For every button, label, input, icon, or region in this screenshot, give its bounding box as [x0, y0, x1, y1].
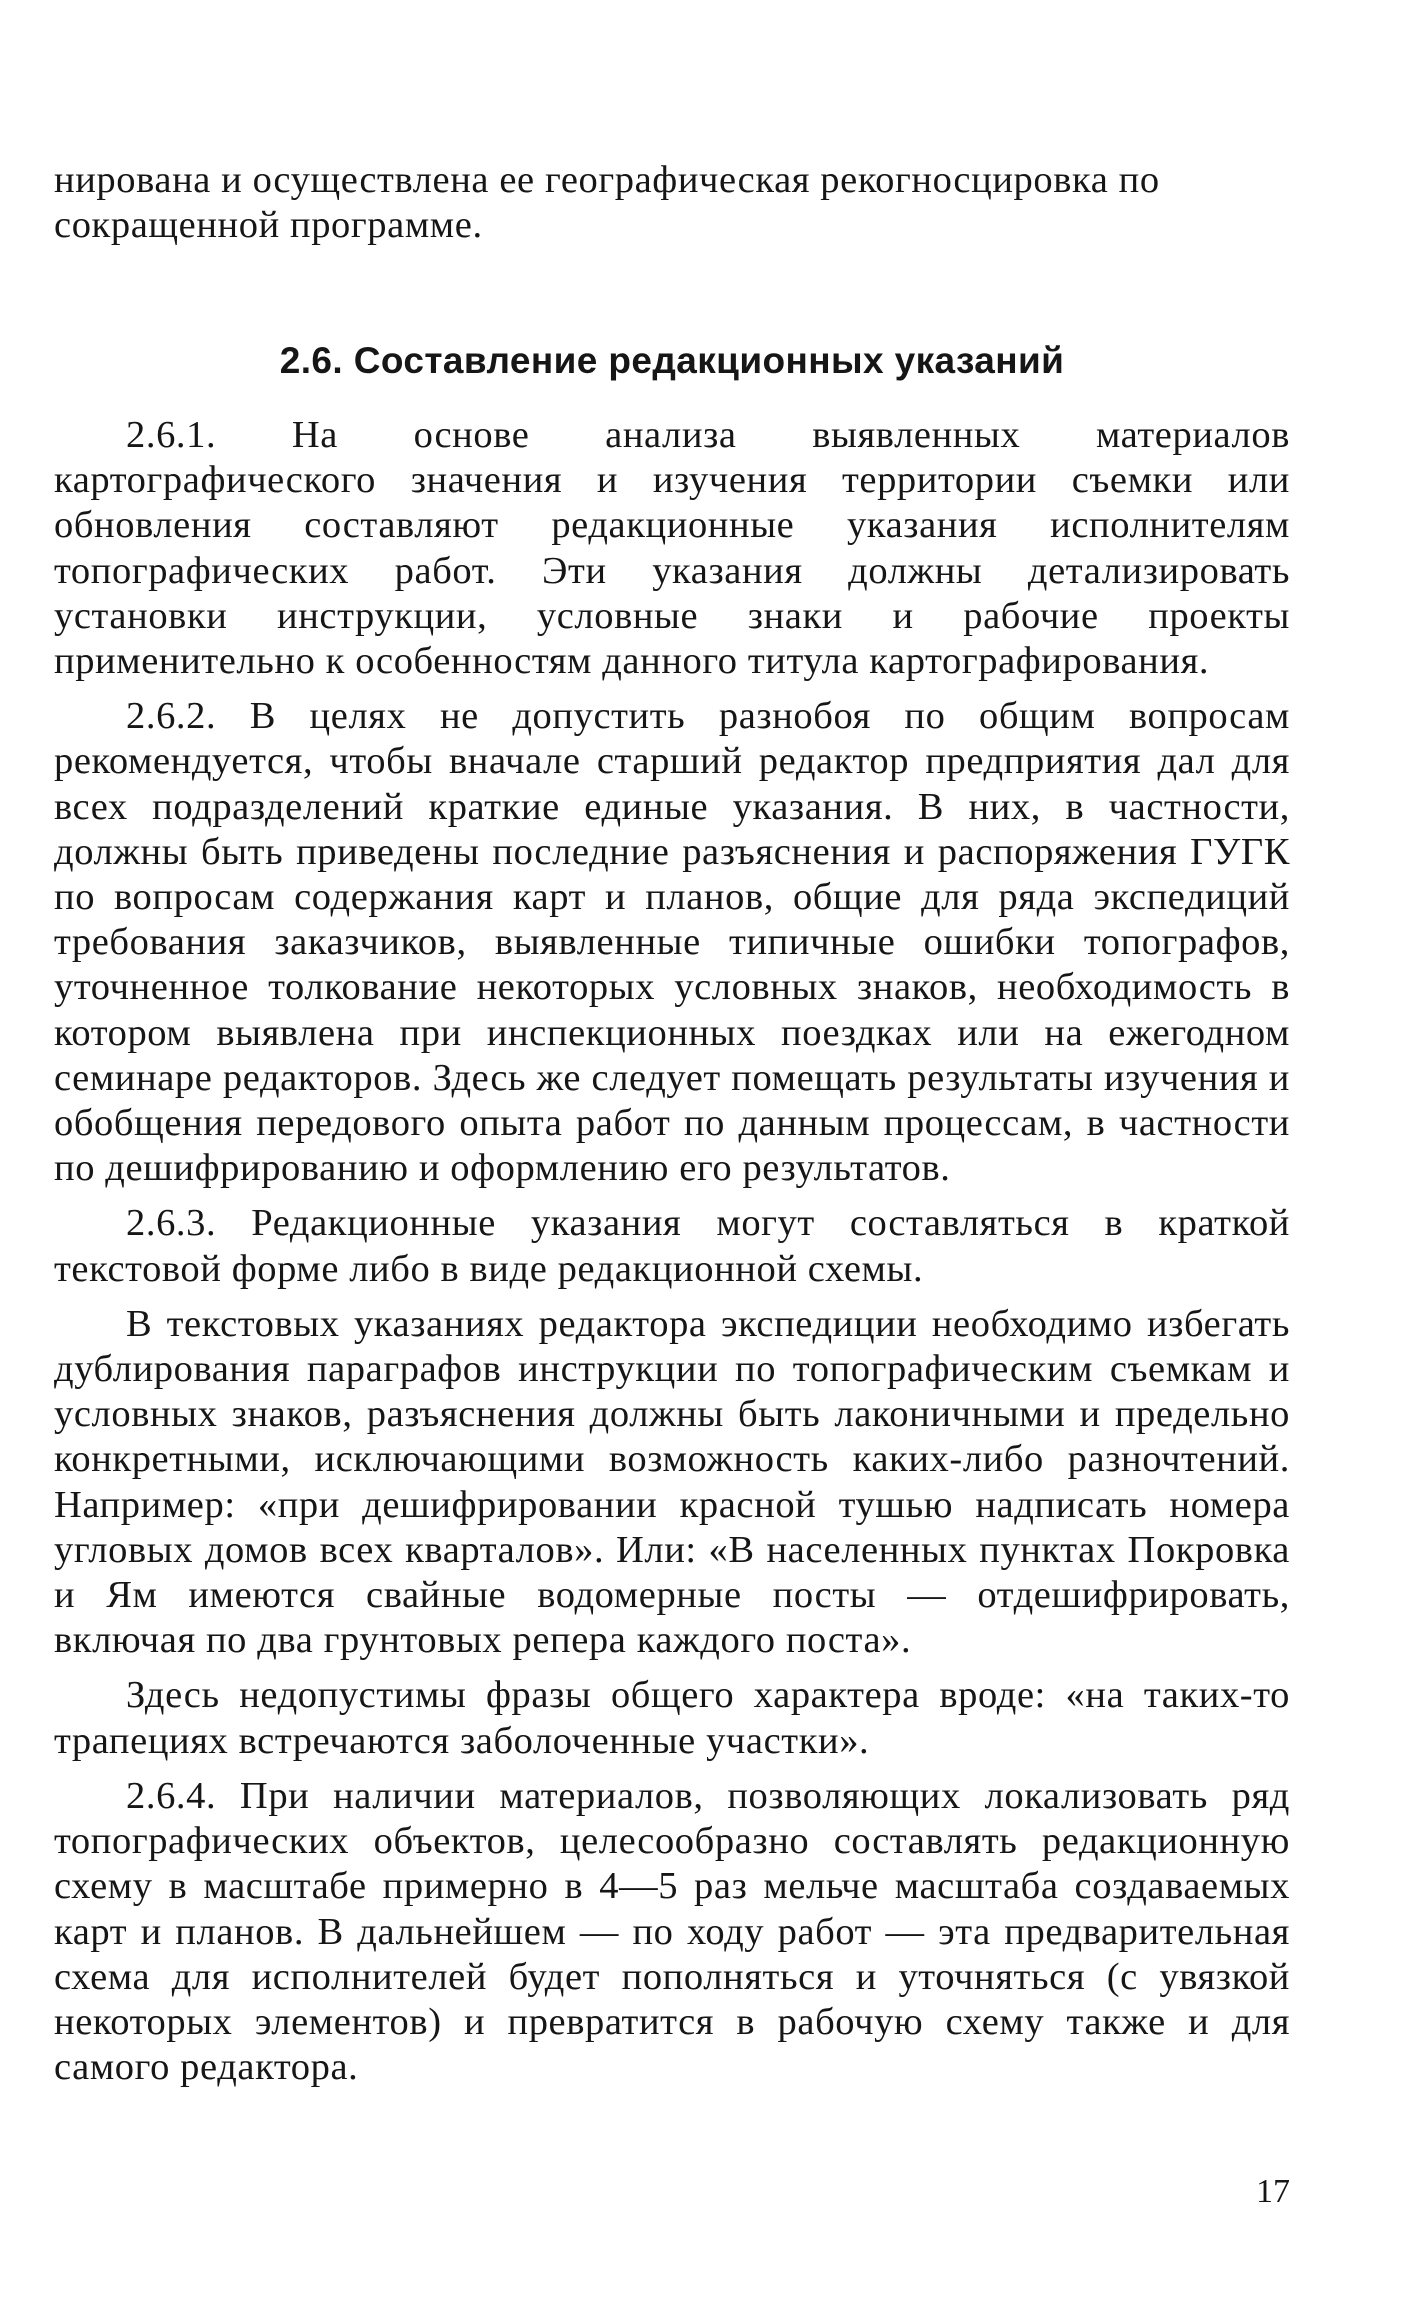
page-number: 17: [1256, 2173, 1290, 2210]
paragraph-2-6-4: 2.6.4. При наличии материалов, позволяющих локализовать ряд топографических объектов, целесообразно составлять редакционную схему в масштабе примерно в 4—5 раз мельче масштаба создаваемых карт и планов. В дальнейшем — по ходу работ — эта предварительная схема для исполнителей будет пополняться и уточняться (с увязкой некоторых элементов) и превратится в рабочую схему также и для самого редактора.: [54, 1774, 1290, 2089]
paragraph-2-6-1: 2.6.1. На основе анализа выявленных материалов картографического значения и изучения территории съемки или обновления составляют редакционные указания исполнителям топографических работ. Эти указания должны детализировать установки инструкции, условные знаки и рабочие проекты применительно к особенностям данного титула картографирования.: [54, 414, 1290, 683]
paragraph-general-phrases: Здесь недопустимы фразы общего характера вроде: «на таких-то трапециях встречаются заболоченные участки».: [54, 1674, 1290, 1762]
section-body: [54, 413, 1290, 2090]
section-heading: 2.6. Составление редакционных указаний: [279, 340, 1065, 381]
paragraph-2-6-2: 2.6.2. В целях не допустить разнобоя по общим вопросам рекомендуется, чтобы вначале старший редактор предприятия дал для всех подразделений краткие единые указания. В них, в частности, должны быть приведены последние разъяснения и распоряжения ГУГК по вопросам содержания карт и планов, общие для ряда экспедиций требования заказчиков, выявленные типичные ошибки топографов, уточненное толкование некоторых условных знаков, необходимость в котором выявлена при инспекционных поездках или на ежегодном семинаре редакторов. Здесь же следует помещать результаты изучения и обобщения передового опыта работ по данным процессам, в частности по дешифрированию и оформлению его результатов.: [54, 695, 1290, 1190]
paragraph-2-6-3: 2.6.3. Редакционные указания могут составляться в краткой текстовой форме либо в виде редакционной схемы.: [54, 1202, 1290, 1290]
paragraph-text-instructions: В текстовых указаниях редактора экспедиции необходимо избегать дублирования параграфов инструкции по топографическим съемкам и условных знаков, разъяснения должны быть лаконичными и предельно конкретными, исключающими возможность каких-либо разночтений. Например: «при дешифрировании красной тушью надписать номера угловых домов всех кварталов». Или: «В населенных пунктах Покровка и Ям имеются свайные водомерные посты — отдешифрировать, включая по два грунтовых репера каждого поста».: [54, 1302, 1290, 1662]
opening-text: [54, 158, 1290, 248]
opening-paragraph: нирована и осуществлена ее географическая рекогносцировка по сокращенной программе.: [54, 159, 1160, 247]
